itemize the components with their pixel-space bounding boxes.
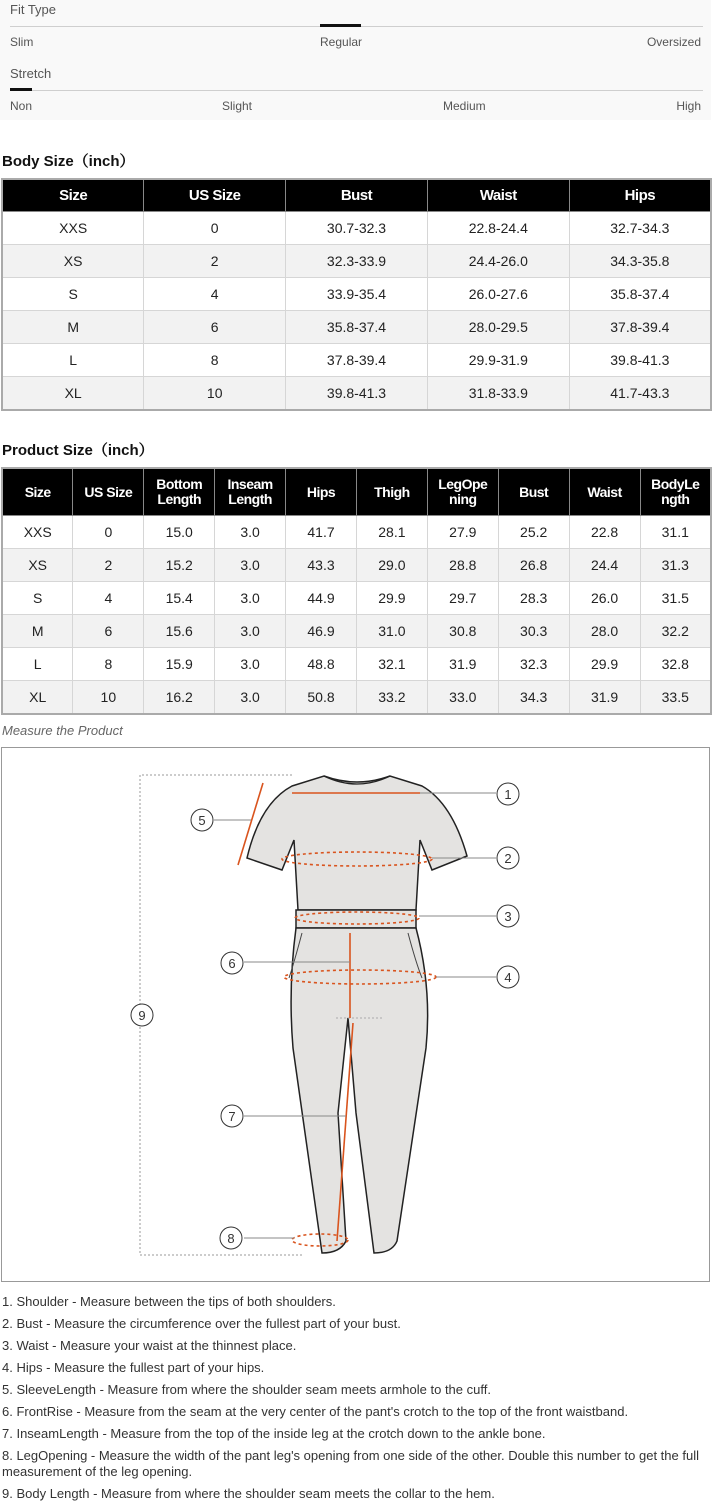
table-cell: 41.7 bbox=[286, 516, 357, 549]
table-cell: 15.9 bbox=[144, 648, 215, 681]
fit-type-label: Fit Type bbox=[10, 2, 57, 17]
desc-sleeve-length: 5. SleeveLength - Measure from where the shoulder seam meets armhole to the cuff. bbox=[2, 1382, 491, 1397]
table-cell: 10 bbox=[73, 681, 144, 715]
table-cell: 29.9 bbox=[569, 648, 640, 681]
table-cell: 27.9 bbox=[427, 516, 498, 549]
table-cell: 15.4 bbox=[144, 582, 215, 615]
measurement-descriptions bbox=[2, 1294, 702, 1508]
fit-option-slim: Slim bbox=[10, 35, 34, 49]
table-cell: S bbox=[2, 582, 73, 615]
table-cell: 8 bbox=[144, 344, 286, 377]
table-cell: 31.3 bbox=[640, 549, 711, 582]
stretch-option-medium: Medium bbox=[443, 99, 486, 113]
desc-leg-opening: 8. LegOpening - Measure the width of the pant leg's opening from one side of the other. Double this number to get the full measurement of the leg opening. bbox=[2, 1448, 699, 1479]
table-cell: S bbox=[2, 278, 144, 311]
fit-stretch-panel bbox=[0, 0, 711, 120]
desc-waist: 3. Waist - Measure your waist at the thinnest place. bbox=[2, 1338, 297, 1353]
table-cell: 31.1 bbox=[640, 516, 711, 549]
column-header: Size bbox=[2, 179, 144, 212]
table-row bbox=[2, 278, 711, 311]
column-header: Hips bbox=[286, 468, 357, 516]
table-cell: 3.0 bbox=[215, 516, 286, 549]
table-cell: 30.7-32.3 bbox=[286, 212, 428, 245]
table-cell: 31.8-33.9 bbox=[427, 377, 569, 411]
table-cell: 15.6 bbox=[144, 615, 215, 648]
table-cell: L bbox=[2, 344, 144, 377]
jumpsuit-illustration bbox=[2, 748, 709, 1281]
table-row bbox=[2, 245, 711, 278]
table-cell: 39.8-41.3 bbox=[286, 377, 428, 411]
table-cell: 6 bbox=[73, 615, 144, 648]
table-cell: 29.9 bbox=[356, 582, 427, 615]
column-header: Waist bbox=[427, 179, 569, 212]
table-cell: 26.8 bbox=[498, 549, 569, 582]
table-cell: 30.8 bbox=[427, 615, 498, 648]
desc-body-length: 9. Body Length - Measure from where the shoulder seam meets the collar to the hem. bbox=[2, 1486, 495, 1501]
table-cell: 22.8-24.4 bbox=[427, 212, 569, 245]
table-row bbox=[2, 615, 711, 648]
table-cell: 2 bbox=[73, 549, 144, 582]
table-cell: 29.9-31.9 bbox=[427, 344, 569, 377]
table-cell: L bbox=[2, 648, 73, 681]
table-cell: 4 bbox=[73, 582, 144, 615]
table-cell: 46.9 bbox=[286, 615, 357, 648]
table-cell: 28.3 bbox=[498, 582, 569, 615]
body-size-table bbox=[1, 178, 712, 411]
table-cell: 32.3-33.9 bbox=[286, 245, 428, 278]
table-cell: 28.0 bbox=[569, 615, 640, 648]
table-row bbox=[2, 311, 711, 344]
column-header: BodyLe ngth bbox=[640, 468, 711, 516]
table-cell: 44.9 bbox=[286, 582, 357, 615]
table-cell: 29.0 bbox=[356, 549, 427, 582]
stretch-track bbox=[10, 90, 703, 91]
table-cell: 34.3-35.8 bbox=[569, 245, 711, 278]
table-cell: 3.0 bbox=[215, 681, 286, 715]
measure-title: Measure the Product bbox=[2, 723, 123, 738]
table-cell: 26.0 bbox=[569, 582, 640, 615]
table-cell: 32.8 bbox=[640, 648, 711, 681]
table-row bbox=[2, 582, 711, 615]
column-header: Bust bbox=[286, 179, 428, 212]
table-cell: 35.8-37.4 bbox=[286, 311, 428, 344]
table-cell: 24.4 bbox=[569, 549, 640, 582]
product-size-title: Product Size（inch） bbox=[2, 442, 154, 459]
callout-6-number: 6 bbox=[228, 956, 236, 971]
column-header: Size bbox=[2, 468, 73, 516]
desc-front-rise: 6. FrontRise - Measure from the seam at the very center of the pant's crotch to the top of the front waistband. bbox=[2, 1404, 629, 1419]
table-header-row bbox=[2, 468, 711, 516]
table-cell: 28.1 bbox=[356, 516, 427, 549]
table-row bbox=[2, 681, 711, 715]
table-row bbox=[2, 344, 711, 377]
column-header: Inseam Length bbox=[215, 468, 286, 516]
table-row bbox=[2, 648, 711, 681]
table-cell: 33.9-35.4 bbox=[286, 278, 428, 311]
table-cell: 15.2 bbox=[144, 549, 215, 582]
table-cell: 35.8-37.4 bbox=[569, 278, 711, 311]
stretch-option-high: High bbox=[676, 99, 701, 113]
table-cell: 2 bbox=[144, 245, 286, 278]
column-header: US Size bbox=[73, 468, 144, 516]
table-cell: 28.8 bbox=[427, 549, 498, 582]
table-cell: 32.3 bbox=[498, 648, 569, 681]
column-header: Thigh bbox=[356, 468, 427, 516]
column-header: Waist bbox=[569, 468, 640, 516]
stretch-option-non: Non bbox=[10, 99, 33, 113]
desc-inseam-length: 7. InseamLength - Measure from the top of the inside leg at the crotch down to the ankle bone. bbox=[2, 1426, 546, 1441]
table-row bbox=[2, 516, 711, 549]
column-header: Bottom Length bbox=[144, 468, 215, 516]
table-cell: 3.0 bbox=[215, 648, 286, 681]
column-header: LegOpe ning bbox=[427, 468, 498, 516]
desc-shoulder: 1. Shoulder - Measure between the tips of both shoulders. bbox=[2, 1294, 336, 1309]
table-cell: 26.0-27.6 bbox=[427, 278, 569, 311]
table-cell: 34.3 bbox=[498, 681, 569, 715]
table-cell: 32.1 bbox=[356, 648, 427, 681]
table-cell: 4 bbox=[144, 278, 286, 311]
table-cell: 0 bbox=[73, 516, 144, 549]
table-cell: 31.9 bbox=[569, 681, 640, 715]
body-size-title: Body Size（inch） bbox=[2, 153, 135, 170]
fit-option-oversized: Oversized bbox=[646, 35, 701, 49]
table-cell: 31.0 bbox=[356, 615, 427, 648]
callout-7-number: 7 bbox=[228, 1109, 236, 1124]
desc-hips: 4. Hips - Measure the fullest part of your hips. bbox=[2, 1360, 265, 1375]
table-cell: 6 bbox=[144, 311, 286, 344]
table-cell: 10 bbox=[144, 377, 286, 411]
table-cell: 31.5 bbox=[640, 582, 711, 615]
table-cell: 24.4-26.0 bbox=[427, 245, 569, 278]
table-cell: 8 bbox=[73, 648, 144, 681]
table-header-row bbox=[2, 179, 711, 212]
table-cell: XL bbox=[2, 681, 73, 715]
table-cell: XXS bbox=[2, 516, 73, 549]
table-cell: 30.3 bbox=[498, 615, 569, 648]
table-cell: 28.0-29.5 bbox=[427, 311, 569, 344]
table-row bbox=[2, 212, 711, 245]
callout-1-number: 1 bbox=[504, 787, 512, 802]
table-cell: 37.8-39.4 bbox=[569, 311, 711, 344]
table-cell: 32.7-34.3 bbox=[569, 212, 711, 245]
table-cell: 33.2 bbox=[356, 681, 427, 715]
table-cell: 32.2 bbox=[640, 615, 711, 648]
desc-bust: 2. Bust - Measure the circumference over the fullest part of your bust. bbox=[2, 1316, 401, 1331]
table-cell: 3.0 bbox=[215, 549, 286, 582]
product-size-table bbox=[1, 467, 712, 715]
table-cell: 50.8 bbox=[286, 681, 357, 715]
table-cell: 25.2 bbox=[498, 516, 569, 549]
table-cell: 41.7-43.3 bbox=[569, 377, 711, 411]
table-cell: M bbox=[2, 615, 73, 648]
callout-8-number: 8 bbox=[227, 1231, 235, 1246]
callout-9-number: 9 bbox=[138, 1008, 146, 1023]
table-cell: XS bbox=[2, 549, 73, 582]
table-cell: XL bbox=[2, 377, 144, 411]
table-cell: 43.3 bbox=[286, 549, 357, 582]
table-cell: 15.0 bbox=[144, 516, 215, 549]
table-cell: M bbox=[2, 311, 144, 344]
column-header: Hips bbox=[569, 179, 711, 212]
callout-2-number: 2 bbox=[504, 851, 512, 866]
table-cell: 29.7 bbox=[427, 582, 498, 615]
table-cell: 16.2 bbox=[144, 681, 215, 715]
table-cell: XXS bbox=[2, 212, 144, 245]
table-cell: 48.8 bbox=[286, 648, 357, 681]
stretch-label: Stretch bbox=[10, 66, 52, 81]
callout-5-number: 5 bbox=[198, 813, 206, 828]
column-header: Bust bbox=[498, 468, 569, 516]
table-cell: 3.0 bbox=[215, 582, 286, 615]
pants-shape bbox=[291, 928, 428, 1253]
shirt-shape bbox=[247, 776, 467, 910]
callout-4-number: 4 bbox=[504, 970, 512, 985]
table-cell: XS bbox=[2, 245, 144, 278]
table-cell: 22.8 bbox=[569, 516, 640, 549]
column-header: US Size bbox=[144, 179, 286, 212]
fit-option-regular: Regular bbox=[320, 35, 363, 49]
table-row bbox=[2, 549, 711, 582]
table-cell: 0 bbox=[144, 212, 286, 245]
stretch-option-slight: Slight bbox=[222, 99, 253, 113]
callout-3-number: 3 bbox=[504, 909, 512, 924]
stretch-indicator bbox=[10, 88, 32, 91]
table-row bbox=[2, 377, 711, 411]
table-cell: 37.8-39.4 bbox=[286, 344, 428, 377]
measure-diagram bbox=[1, 747, 710, 1282]
table-cell: 3.0 bbox=[215, 615, 286, 648]
table-cell: 33.0 bbox=[427, 681, 498, 715]
fit-type-indicator bbox=[320, 24, 361, 27]
table-cell: 39.8-41.3 bbox=[569, 344, 711, 377]
table-cell: 31.9 bbox=[427, 648, 498, 681]
table-cell: 33.5 bbox=[640, 681, 711, 715]
